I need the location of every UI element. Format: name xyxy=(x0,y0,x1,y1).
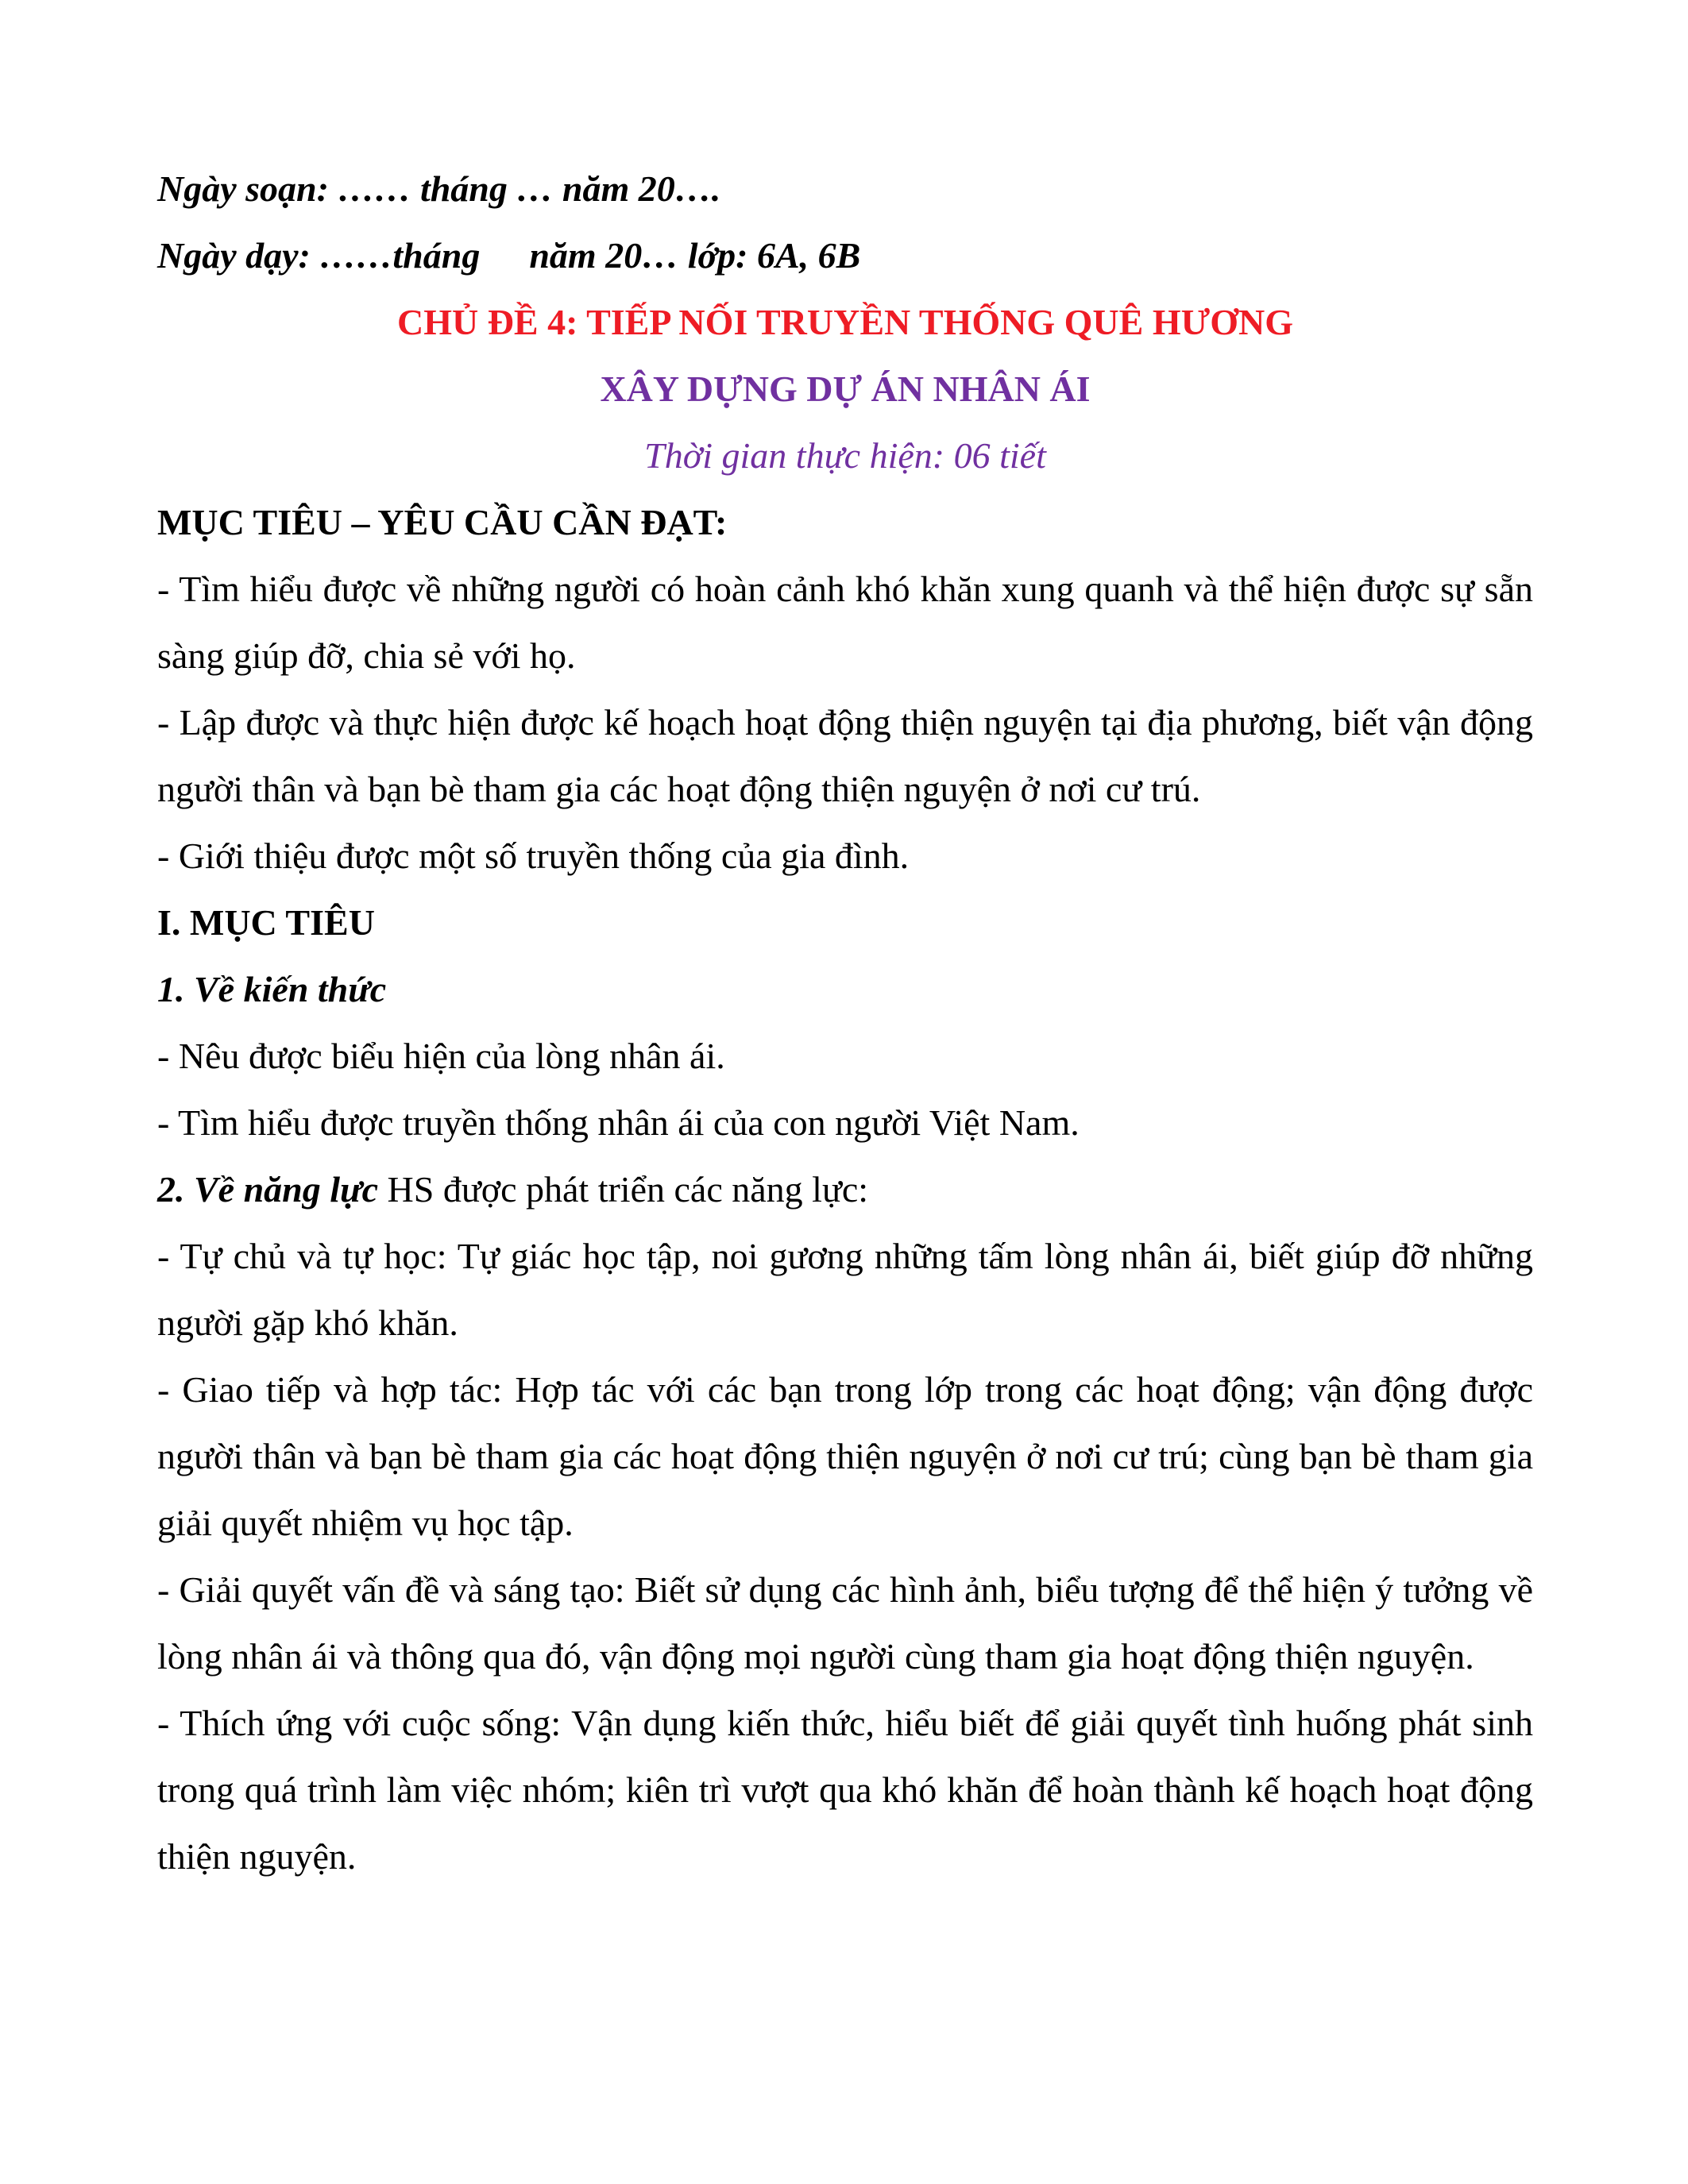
knowledge-item: - Tìm hiểu được truyền thống nhân ái của con người Việt Nam. xyxy=(157,1102,1080,1143)
date-taught xyxy=(157,222,1533,289)
topic-duration: Thời gian thực hiện: 06 tiết xyxy=(644,435,1046,476)
date-taught-part2: năm 20… lớp: 6A, 6B xyxy=(529,235,861,276)
document-page xyxy=(157,156,1533,1890)
competence-item: - Giải quyết vấn đề và sáng tạo: Biết sử dụng các hình ảnh, biểu tượng để thể hiện ý tưởng về lòng nhân ái và thông qua đó, vận động mọi người cùng tham gia hoạt động thiện nguyện. xyxy=(157,1569,1533,1677)
competence-item: - Giao tiếp và hợp tác: Hợp tác với các bạn trong lớp trong các hoạt động; vận động được người thân và bạn bè tham gia các hoạt động thiện nguyện ở nơi cư trú; cùng bạn bè tham gia giải quyết nhiệm vụ học tập. xyxy=(157,1369,1533,1543)
knowledge-item: - Nêu được biểu hiện của lòng nhân ái. xyxy=(157,1036,725,1076)
requirement-item: - Giới thiệu được một số truyền thống của gia đình. xyxy=(157,835,910,876)
competence-heading-line xyxy=(157,1156,1533,1223)
topic-title: CHỦ ĐỀ 4: TIẾP NỐI TRUYỀN THỐNG QUÊ HƯƠNG xyxy=(396,302,1293,342)
date-taught-part1: Ngày dạy: ……tháng xyxy=(157,235,481,276)
requirement-item: - Lập được và thực hiện được kế hoạch hoạt động thiện nguyện tại địa phương, biết vận động người thân và bạn bè tham gia các hoạt động thiện nguyện ở nơi cư trú. xyxy=(157,702,1533,809)
requirements-heading: MỤC TIÊU – YÊU CẦU CẦN ĐẠT: xyxy=(157,502,728,542)
date-prepared: Ngày soạn: …… tháng … năm 20…. xyxy=(157,168,721,209)
competence-item: - Thích ứng với cuộc sống: Vận dụng kiến thức, hiểu biết để giải quyết tình huống phát sinh trong quá trình làm việc nhóm; kiên trì vượt qua khó khăn để hoàn thành kế hoạch hoạt động thiện nguyện. xyxy=(157,1703,1533,1877)
competence-intro: HS được phát triển các năng lực: xyxy=(378,1169,869,1210)
section-heading: I. MỤC TIÊU xyxy=(157,902,375,943)
competence-heading: 2. Về năng lực xyxy=(157,1169,379,1210)
requirement-item: - Tìm hiểu được về những người có hoàn cảnh khó khăn xung quanh và thể hiện được sự sẵn sàng giúp đỡ, chia sẻ với họ. xyxy=(157,569,1533,676)
competence-item: - Tự chủ và tự học: Tự giác học tập, noi gương những tấm lòng nhân ái, biết giúp đỡ những người gặp khó khăn. xyxy=(157,1236,1533,1343)
knowledge-heading: 1. Về kiến thức xyxy=(157,969,387,1009)
topic-subtitle: XÂY DỰNG DỰ ÁN NHÂN ÁI xyxy=(600,369,1091,409)
